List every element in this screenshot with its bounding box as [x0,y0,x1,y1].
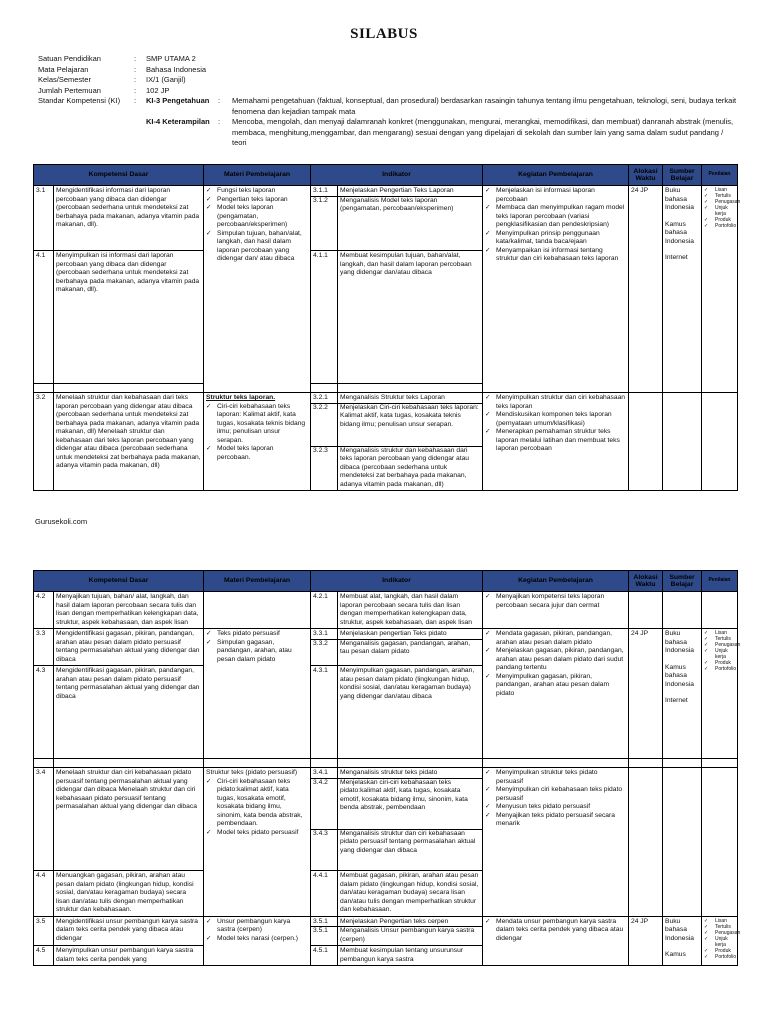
sumber-cell [663,592,702,629]
list-item: ✓ Mendiskusikan komponen teks laporan (pernyataan umum/klasifikasi) [485,411,612,427]
alokasi-cell: 24 JP [629,916,663,966]
list-item: ✓ Menjelaskan isi informasi laporan percobaan [485,187,595,203]
syllabus-table-2 [33,570,741,966]
kd-text: Menelaah struktur dan ciri kebahasaan pidato persuasif tentang permasalahan aktual yang didengar dan dibaca Menelaah struktur dan ciri kebahasaan pidato persuasif tentang permasalahan aktual yang didengar dan dibaca [54,768,204,871]
list-item: ✓ Teks pidato persuasif [206,630,280,637]
kd-text: Menyajikan tujuan, bahan/ alat, langkah, dan hasil dalam laporan percobaan secara tulis dan lisan dengan memperhatikan kelengkapan data, struktur, aspek kebahasaan, dan aspek lisan [54,592,204,629]
info-label: Mata Pelajaran [38,64,89,74]
header-indikator: Indikator [311,165,483,186]
indikator-text: Menjelaskan Pengertian teks cerpen Menganalisis Unsur pembangun karya sastra (cerpen) [338,916,483,946]
materi-cell [204,186,311,393]
list-item: ✓ Model teks laporan percobaan. [206,445,274,461]
table-row [34,592,738,629]
kd-number: 3.1 [34,186,54,251]
kegiatan-cell [483,186,629,393]
kd-number: 4.5 [34,946,54,966]
materi-cell: Struktur teks laporan. ✓ Ciri-ciri kebahasaan teks laporan: Kalimat aktif, kata tugas, kosakata teknis bidang ilmu; penulisan unsur serapan. ✓ Model teks laporan percobaan. [204,393,311,491]
list-item: ✓ Ciri-ciri kebahasaan teks pidato:kalimat aktif, kata tugas, kosakata emotif, kosakata bidang ilmu, sinonim, kata benda abstrak, pembendaan. [206,777,303,827]
list-item: ✓ Mendata gagasan, pikiran, pandangan, arahan atau pesan dalam pidato [485,630,613,646]
kd-text: Menelaah struktur dan kebahasaan dari teks laporan percobaan yang didengar atau dibaca (percobaan sederhana untuk mendeteksi zat berbahaya pada makanan, adanya vitamin pada makanan, dll) Menelaah struktur dan kebahasaan dari teks laporan percobaan yang didengar atau dibaca (percobaan sederhana untuk mendeteksi zat berbahaya pada makanan, adanya vitamin pada makanan, dll) [54,393,204,491]
header-kegiatan: Kegiatan Pembelajaran [483,571,629,592]
list-item: ✓ Unsur pembangun karya sastra (cerpen) [206,917,291,933]
list-item: ✓ Model teks narasi (cerpen.) [206,934,299,942]
header-kd: Kompetensi Dasar [34,571,204,592]
kd-number: 3.4 [34,768,54,871]
identity-block [38,54,738,149]
kegiatan-cell [483,768,629,917]
indikator-number: 4.4.1 [311,871,338,917]
kegiatan-cell [483,629,629,759]
table-row [34,629,738,666]
indikator-text: Menjelaskan pengertian Teks pidato Menganalisis gagasan, pandangan, arahan, tau pesan dalam pidato [338,629,483,666]
ki-name: KI-4 Keterampilan [146,117,210,126]
list-item: ✓ Mendata unsur pembangun karya sastra dalam teks cerita pendek yang dibaca atau didengar [485,917,624,942]
list-item: ✓ Fungsi teks laporan [206,187,276,194]
materi-cell [204,592,311,629]
kegiatan-cell [483,916,629,966]
indikator-text: Menjelaskan Pengertian Teks Laporan Menganalisis Model teks laporan (pengamatan, percobaan/eksperimen) [338,186,483,251]
list-item: ✓ Menyimpulkan ciri kebahasaan teks pidato persuasif [485,786,623,802]
list-item: ✓ Menyimpulkan prinsip penggunaan kata/kalimat, tanda baca/ejaan [485,229,600,245]
info-value: Bahasa Indonesia [146,64,207,74]
list-item: ✓ Menyimpulkan struktur teks pidato persuasif [485,769,598,785]
table-header [34,571,738,592]
info-label: Kelas/Semester [38,75,91,84]
list-item: ✓ Membaca dan menyimpulkan ragam model teks laporan percobaan (variasi pengklasifikasian dan pendeskripsian) [485,204,625,228]
table-row [34,768,738,871]
indikator-number: 3.1.1 3.1.2 [311,186,338,251]
table-row [34,916,738,946]
indikator-text: Membuat kesimpulan tujuan, bahan/alat, langkah, dan hasil dalam laporan percobaan yang didengar dan/atau dibaca [338,251,483,384]
table-row-spacer [34,759,738,768]
kd-text: Menyimpulkan isi informasi dari laporan percobaan yang dibaca dan didengar (percobaan sederhana untuk mendeteksi zat berbahaya pada makanan, adanya vitamin pada makanan, dll). [54,251,204,384]
list-item: ✓ Simpulan gagasan, pandangan, arahan, atau pesan dalam pidato [206,638,292,663]
table-row [34,393,738,491]
materi-cell [204,916,311,966]
penilaian-cell [702,592,738,629]
kd-text: Mengidentifikasi gagasan, pikiran, pandangan, arahan atau pesan dalam pidato persuasif tentang permasalahan aktual yang didengar dan dibaca [54,666,204,759]
sumber-cell: Buku bahasa Indonesia Kamus [663,916,702,966]
alokasi-cell: 24 JP [629,186,663,393]
kd-number: 3.5 [34,916,54,946]
indikator-text: Menganalisis struktur teks pidato Menjelaskan ciri-ciri kebahasaan teks pidato:kalimat aktif, kata tugas, kosakata emotif, kosakata bidang ilmu, sinonim, kata benda abstrak, pembendaan Menganalisis struktur dan ciri kebahasaan pidato persuasif tentang permasalahan aktual yang didengar dan dibaca [338,768,483,871]
indikator-number: 4.5.1 [311,946,338,966]
kd-number: 4.3 [34,666,54,759]
header-indikator: Indikator [311,571,483,592]
header-penilaian: Penilaian [702,165,738,186]
indikator-number: 3.5.1 3.5.1 [311,916,338,946]
alokasi-cell: 24 JP [629,629,663,759]
alokasi-cell [629,592,663,629]
ki-name: KI-3 Pengetahuan [146,96,210,105]
list-item: ✓ Menyimpulkan gagasan, pikiran, pandangan, arahan atau pesan dalam pidato [485,672,610,697]
list-item: ✓ Menyampaikan isi informasi tentang struktur dan ciri kebahasaan teks laporan [485,246,619,262]
header-alokasi: Alokasi Waktu [629,571,663,592]
list-item: ✓ Model teks pidato persuasif [206,828,299,836]
kd-number: 4.4 [34,871,54,917]
indikator-number: 3.3.1 3.3.2 [311,629,338,666]
indikator-text: Menyimpulkan gagasan, pandangan, arahan, atau pesan dalam pidato (lingkungan hidup, kondisi sosial, dan/atau keragaman budaya) yang didengar dan/atau dibaca [338,666,483,759]
indikator-text: Menganalisis Struktur teks Laporan Menjelaskan Ciri-ciri kebahasaan teks laporan: Kalimat aktif, kata tugas, kosakata teknis bidang ilmu; penulisan unsur serapan. Menganalisis struktur dan kebahasaan dari teks laporan percobaan yang didengar atau dibaca (percobaan sederhana untuk mendeteksi zat berbahaya pada makanan, adanya vitamin pada makanan, dll) [338,393,483,491]
header-penilaian: Penilaian [702,571,738,592]
footer-note: Gurusekoli.com [35,517,88,526]
penilaian-cell [702,768,738,917]
sumber-cell [663,393,702,491]
ki-desc: Mencoba, mengolah, dan menyaji dalamranah konkret (menggunakan, mengurai, merangkai, memodifikasi, dan membuat) danranah abstrak (menulis, membaca, menghitung,menggambar, dan mengarang) sesuai dengan yang dipelajari di sekolah dan sumber lain yang sama dalam sudut pandang / teori [232,117,734,147]
header-materi: Materi Pembelajaran [204,571,311,592]
indikator-text: Membuat gagasan, pikiran, arahan atau pesan dalam pidato (lingkungan hidup, kondisi sosial, dan/atau keragaman budaya) secara lisan dan/atau tulis dengan memperhatikan struktur dan kebahasaan. [338,871,483,917]
indikator-text: Membuat kesimpulan tentang unsurunsur pembangun karya sastra [338,946,483,966]
sumber-cell: Buku bahasa Indonesia Kamus bahasa Indonesia Internet [663,629,702,759]
kd-text: Mengidentifikasi unsur pembangun karya sastra dalam teks cerita pendek yang dibaca atau didengar [54,916,204,946]
alokasi-cell [629,393,663,491]
info-value: IX/1 (Ganjil) [146,75,186,84]
kd-number: 3.2 [34,393,54,491]
header-kd: Kompetensi Dasar [34,165,204,186]
document-title: SILABUS [350,26,418,42]
materi-cell [204,629,311,759]
ki-3: KI-3 Pengetahuan : Memahami pengetahuan (faktual, konseptual, dan prosedural) berdasarkan rasaingin tahunya tentang ilmu pengetahuan, teknologi, seni, budaya terkait fenomena dan kejadian tampak mata [146,96,737,116]
indikator-number: 3.2.1 3.2.2 3.2.3 [311,393,338,491]
list-item: ✓ Pengertian teks laporan [206,195,288,203]
list-item: ✓ Menyusun teks pidato persuasif [485,803,591,810]
indikator-number: 3.4.1 3.4.2 3.4.3 [311,768,338,871]
kd-text: Mengidentifikasi gagasan, pikiran, pandangan, arahan atau pesan dalam pidato persuasif tentang permasalahan aktual yang didengar dan dibaca [54,629,204,666]
sumber-cell: Buku bahasa Indonesia Kamus bahasa Indonesia Internet [663,186,702,393]
kd-text: Mengidentifikasi informasi dari laporan percobaan yang dibaca dan didengar (percobaan sederhana untuk mendeteksi zat berbahaya pada makanan, adanya vitamin pada makanan, dll). [54,186,204,251]
list-item: ✓ Menyajikan teks pidato persuasif secara menarik [485,811,615,827]
info-row-kelas: Kelas/Semester : IX/1 (Ganjil) [38,75,738,86]
list-item: ✓ Model teks laporan (pengamatan, percobaan/eksperimen) [206,204,288,228]
list-item: ✓ Simpulan tujuan, bahan/alat, langkah, dan hasil dalam laporan percobaan yang didengar dan/ atau dibaca [206,229,302,262]
ki-desc: Memahami pengetahuan (faktual, konseptual, dan prosedural) berdasarkan rasaingin tahunya tentang ilmu pengetahuan, teknologi, seni, budaya terkait fenomena dan kejadian tampak mata [232,96,737,116]
info-label: Satuan Pendidikan [38,54,101,63]
info-label: Standar Kompetensi (KI) [38,96,121,105]
info-row-satuan: Satuan Pendidikan : SMP UTAMA 2 [38,54,738,65]
indikator-text: Membuat alat, langkah, dan hasil dalam laporan percobaan secara tulis dan lisan dengan memperhatikan kelengkapan data, struktur, aspek kebahasaan, dan aspek lisan [338,592,483,629]
table-header [34,165,738,186]
header-kegiatan: Kegiatan Pembelajaran [483,165,629,186]
list-item: ✓ Menyajikan kompetensi teks laporan percobaan secara jujur dan cermat [485,593,605,609]
sumber-cell [663,768,702,917]
ki-4: KI-4 Keterampilan : Mencoba, mengolah, dan menyaji dalamranah konkret (menggunakan, mengurai, merangkai, memodifikasi, dan membuat) danranah abstrak (menulis, membaca, menghitung,menggambar, dan mengarang) sesuai dengan yang dipelajari di sekolah dan sumber lain yang sama dalam sudut pandang / teori [146,117,738,149]
info-value: SMP UTAMA 2 [146,54,196,63]
alokasi-cell [629,768,663,917]
kegiatan-cell [483,592,629,629]
indikator-number: 4.2.1 [311,592,338,629]
kd-number: 3.3 [34,629,54,666]
info-row-mapel: Mata Pelajaran : Bahasa Indonesia [38,65,738,76]
kegiatan-cell [483,393,629,491]
header-sumber: Sumber Belajar [663,571,702,592]
list-item: ✓ Menyimpulkan struktur dan ciri kebahasaan teks laporan [485,394,626,410]
indikator-number: 4.1.1 [311,251,338,384]
list-item: ✓ Ciri-ciri kebahasaan teks laporan: Kalimat aktif, kata tugas, kosakata teknis bidang ilmu; penulisan unsur serapan. [206,402,306,444]
penilaian-cell: ✓ Lisan ✓ Tertulis ✓ Penugasan ✓ Unjuk kerja ✓ Produk ✓ Portofolio [702,186,738,393]
penilaian-cell [702,393,738,491]
list-item: ✓ Menjelaskan gagasan, pikiran, pandangan, arahan atau pesan dalam pidato dari sudut pandang tertentu [485,647,624,671]
list-item: ✓ Menerapkan pemahaman struktur teks laporan melalui latihan dan membuat teks laporan percobaan [485,428,620,452]
info-row-ki: Standar Kompetensi (KI) : KI-3 Pengetahuan : Memahami pengetahuan (faktual, konseptual, dan prosedural) berdasarkan rasaingin tahunya tentang ilmu pengetahuan, teknologi, seni, budaya terkait fenomena dan kejadian tampak mata KI-4 Keterampilan : Mencoba, mengolah, dan menyaji dalamranah konkret (menggunakan, mengurai, merangkai, memodifikasi, dan membuat) danranah abstrak (menulis, membaca, menghitung,menggambar, dan mengarang) sesuai dengan yang dipelajari di sekolah dan sumber lain yang sama dalam sudut pandang / teori [38,96,737,147]
syllabus-table-1 [33,164,741,491]
table-row [34,186,738,251]
materi-cell: Struktur teks (pidato persuasif) ✓ Ciri-ciri kebahasaan teks pidato:kalimat aktif, kata tugas, kosakata emotif, kosakata bidang ilmu, sinonim, kata benda abstrak, pembendaan. ✓ Model teks pidato persuasif [204,768,311,917]
penilaian-cell: ✓ Lisan ✓ Tertulis ✓ Penugasan ✓ Unjuk kerja ✓ Produk ✓ Portofolio [702,629,738,759]
info-label: Jumlah Pertemuan [38,85,101,95]
penilaian-cell: ✓ Lisan ✓ Tertulis ✓ Penugasan ✓ Unjuk kerja ✓ Produk ✓ Portofolio [702,916,738,966]
header-alokasi: Alokasi Waktu [629,165,663,186]
kd-number: 4.2 [34,592,54,629]
kd-number: 4.1 [34,251,54,384]
info-value: 102 JP [146,85,170,95]
header-sumber: Sumber Belajar [663,165,702,186]
info-row-jp: Jumlah Pertemuan : 102 JP [38,86,738,97]
kd-text: Menuangkan gagasan, pikiran, arahan atau pesan dalam pidato (lingkungan hidup, kondisi sosial, dan/atau keragaman budaya) secara lisan dan/atau tulis dengan memperhatikan struktur dan kebahasaan. [54,871,204,917]
indikator-number: 4.3.1 [311,666,338,759]
header-materi: Materi Pembelajaran [204,165,311,186]
kd-text: Menyimpulkan unsur pembangun karya sastra dalam teks cerita pendek yang [54,946,204,966]
